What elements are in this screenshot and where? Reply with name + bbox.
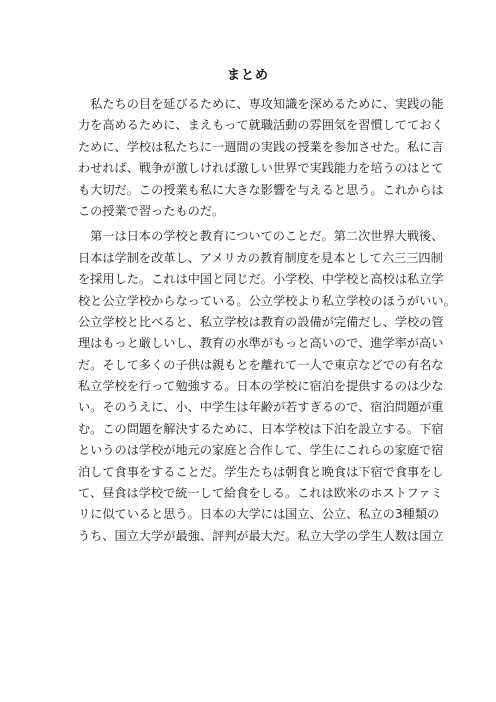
text-line: だ。そして多くの子供は親もとを離れて一人で東京などでの有名な <box>78 357 444 372</box>
text-line: 理はもっと厳しいし、教育の水準がもっと高いので、進学率が高い <box>78 336 444 351</box>
text-line: を採用した。これは中国と同じだ。小学校、中学校と高校は私立学 <box>78 272 444 287</box>
text-line: む。この問題を解決するために、日本学校は下泊を設立する。下宿 <box>78 421 444 436</box>
text-line: 力を高めるために、まえもって就職活動の雰囲気を習慣してておく <box>78 118 444 133</box>
text-line: リに似ていると思う。日本の大学には国立、公立、私立の3種類の <box>78 507 440 522</box>
text-line: 私たちの目を延びるために、専攻知識を深めるために、実践の能 <box>78 97 444 111</box>
text-line: わせれば、戦争が激しければ激しい世界で実践能力を培うのはとて <box>78 161 444 176</box>
text-line: 泊して食事をすることだ。学生たちは朝食と晩食は下宿で食事をし <box>78 464 444 479</box>
document-body <box>78 94 456 551</box>
paragraph-1 <box>78 94 444 222</box>
text-line: うち、国立大学が最強、評判が最大だ。私立大学の学生人数は国立 <box>78 528 444 543</box>
text-line: も大切だ。この授業も私に大きな影響を与えると思う。これからは <box>78 182 444 197</box>
text-line: 公立学校と比べると、私立学校は教育の設備が完備だし、学校の管 <box>78 314 444 329</box>
paragraph-2 <box>78 226 456 547</box>
text-line: 校と公立学校からなっている。公立学校より私立学校のほうがいい。 <box>78 293 456 308</box>
text-line: 第一は日本の学校と教育についてのことだ。第二次世界大戦後、 <box>78 229 444 244</box>
text-line: い。そのうえに、小、中学生は年齢が若すぎるので、宿泊問題が重 <box>78 400 444 415</box>
text-line: 日本は学制を改革し、アメリカの教育制度を見本として六三三四制 <box>78 250 443 265</box>
text-line: というのは学校が地元の家庭と合作して、学生にこれらの家庭で宿 <box>78 443 444 458</box>
text-line: 私立学校を行って勉強する。日本の学校に宿泊を提供するのは少な <box>78 379 444 394</box>
text-line: ために、学校は私たちに一週間の実践の授業を参加させた。私に言 <box>78 139 444 154</box>
text-line: て、昼食は学校で統一して給食をしる。これは欧米のホストファミ <box>78 486 443 501</box>
text-line: この授業で習ったものだ。 <box>78 203 225 218</box>
document-title: まとめ <box>226 68 269 83</box>
